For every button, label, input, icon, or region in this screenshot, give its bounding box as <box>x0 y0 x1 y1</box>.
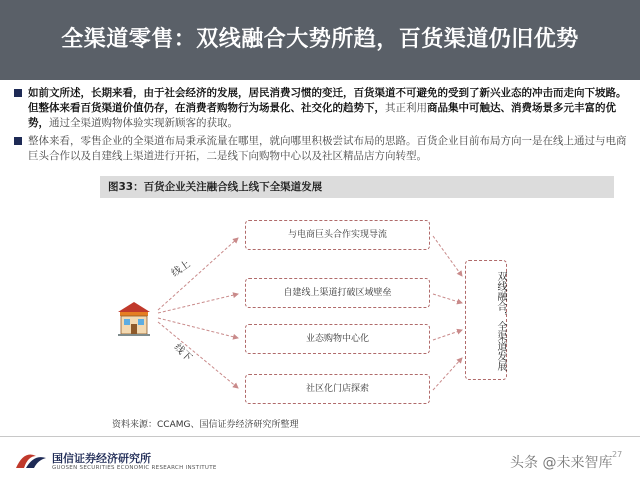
bullet-text: 通过全渠道购物体验实现新顾客的获取。 <box>49 117 238 129</box>
offline-label: 线下 <box>171 341 194 364</box>
bullet-square-icon <box>14 89 22 97</box>
result-text: 双线融合，全渠道发展 <box>495 271 506 371</box>
bullet-square-icon <box>14 137 22 145</box>
bullet-list <box>14 86 628 167</box>
arrow-line <box>158 294 238 313</box>
logo-subtitle: GUOSEN SECURITIES ECONOMIC RESEARCH INSTITUTE <box>52 465 217 471</box>
figure-title: 图33：百货企业关注融合线上线下全渠道发展 <box>100 176 614 198</box>
bullet-bold-text: 商品集中可触达、消费场景多元丰富的优势， <box>28 102 616 129</box>
arrow-line <box>433 294 462 303</box>
slide-title: 全渠道零售：双线融合大势所趋，百货渠道仍旧优势 <box>61 27 579 52</box>
figure <box>100 176 614 428</box>
bullet-text: 整体来看，零售企业的全渠道布局秉承流量在哪里，就向哪里积极尝试布局的思路。百货企业目前布局方向一是在线上通过与电商巨头合作以及自建线上渠道进行开拓，二是线下向购物中心以及社区精品店方向转型。 <box>28 135 627 162</box>
bullet-item <box>14 134 628 164</box>
arrow-line <box>158 322 238 388</box>
page-number: 27 <box>612 450 623 459</box>
guosen-logo-icon <box>14 448 48 472</box>
watermark: 头条 @未来智库 <box>510 455 613 471</box>
bullet-bold-text: 如前文所述，长期来看，由于社会经济的发展，居民消费习惯的变迁，百货渠道不可避免的受到了新兴业态的冲击而走向下坡路。但整体来看百货渠道价值仍存，在消费者购物行为场景化、社交化的趋势下， <box>28 87 627 114</box>
title-bar <box>0 0 640 80</box>
logo-name: 国信证券经济研究所 <box>52 452 151 465</box>
arrow-line <box>433 358 462 390</box>
strategy-box: 自建线上渠道打破区域壁垒 <box>245 278 430 308</box>
strategy-box: 与电商巨头合作实现导流 <box>245 220 430 250</box>
arrow-line <box>158 318 238 338</box>
arrow-line <box>433 330 462 340</box>
figure-diagram <box>100 198 614 428</box>
result-box <box>465 260 507 380</box>
arrow-line <box>158 238 238 310</box>
footer-divider <box>0 436 640 437</box>
online-label: 线上 <box>169 258 193 280</box>
arrow-line <box>433 236 462 276</box>
strategy-box: 社区化门店探索 <box>245 374 430 404</box>
department-store-icon <box>114 298 154 338</box>
source-note: 资料来源：CCAMG、国信证券经济研究所整理 <box>112 420 299 430</box>
bullet-item <box>14 86 628 131</box>
strategy-box: 业态购物中心化 <box>245 324 430 354</box>
bullet-text: 其正利用 <box>385 102 427 114</box>
